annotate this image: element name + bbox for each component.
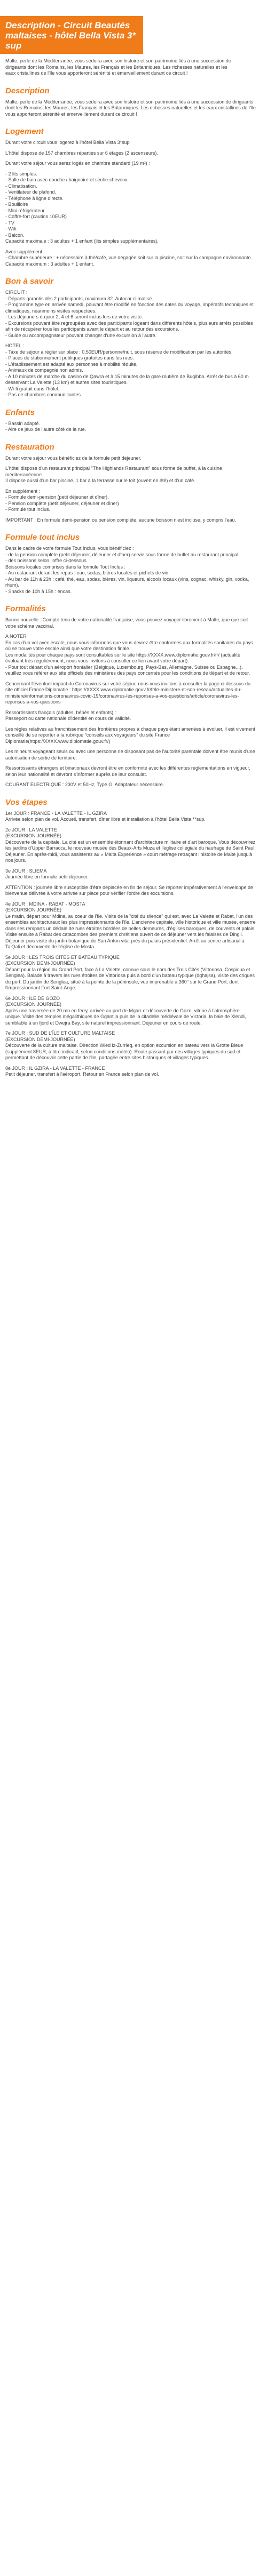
step-extra: ATTENTION : journée libre susceptible d'être déplacée en fin de séjour. Se reporter impérativement à l'enveloppe de bienvenue délivrée à votre arrivée sur place pour vérifier l'ordre des excursions. [5,884,254,896]
text-line: - Wifi. [5,226,18,231]
line-gap [5,950,256,955]
line-gap [5,881,256,885]
text-line: - Excursions pouvant être regroupées avec des participants logeant dans différents hôtels, plusieurs arrêts possibles afin de récupérer tous les participants avant le départ et au retour des excursions. [5,320,253,332]
logement-section [0,140,262,267]
text-line: Les mineurs voyageant seuls ou avec une personne ne disposant pas de l'autorité parentale doivent être munis d'une autorisation de sortie de territoire. [5,749,255,761]
description-text: Malte, perle de la Méditerranée, vous séduira avec son histoire et son patrimoine liés à une succession de dirigeants dont les Romains, les Maures, les Français et les Britanniques. Les richesses naturelles et les eaux cristallines de l'île vous apporteront sérénité et émerveillement durant ce circuit ! [5,99,256,117]
text-line: Bonne nouvelle : Compte tenu de votre nationalité française, vous pouvez voyager librement à Malte, que que soit votre schéma vaccinal. [5,617,248,629]
line-gap [5,1078,256,1082]
text-line: - Pas de chambres communicantes. [5,392,82,397]
step-text: Départ pour la région du Grand Port, face à La Valette, connue sous le nom des Trois Cités (Vittoriosa, Cospicua et Senglea). Balade à travers les rues étroites de Vittoriosa puis à bord d'un bateau typique (dghajsa), visite des criques du port. Du jardin de Senglea, situé à la pointe de la péninsule, vue imprenable à 360° sur le Grand Port, dont l'impressionnant Fort Saint-Ange. [5,966,255,990]
text-line: Durant votre séjour vous bénéficiez de la formule petit déjeuner. [5,455,142,461]
line-gap [5,1061,256,1066]
line-gap [5,461,256,466]
text-line: - A 10 minutes de marche du casino de Qawra et à 15 minutes de la gare routière de Bugibba. Arrêt de bus à 60 m desservant La Valette (13 km) et autres sites touristiques. [5,373,249,385]
page-title-banner: Description - Circuit Beautés maltaises - hôtel Bella Vista 3* sup [0,16,143,54]
step-subtitle: (EXCURSION JOURNÉE) [5,907,62,913]
text-line: - Bassin adapté. [5,420,41,426]
restauration-section [0,455,262,524]
bonavoir-section [0,290,262,398]
text-line: L'hôtel dispose d'un restaurant principal "The Highlands Restaurant" sous forme de buffet, à la cuisine méditerranéenne. [5,466,222,477]
text-line: - Climatisation. [5,183,37,189]
text-line: Durant votre séjour vous serez logés en chambre standard (19 m²) : [5,161,150,166]
line-gap [5,991,256,996]
text-line: Ressortissants français (adultes, bébés et enfants) : [5,709,116,715]
line-gap [5,629,256,634]
step-text: Le matin, départ pour Mdina, au coeur de l'île. Visite de la "cité du silence" qui est, avec La Valette et Rabat, l'un des ensembles architecturaux les plus impressionnants de l'île. L'ancienne capitale, ville historique et ville musée, enserre dans ses remparts un dédale de rues étroites bordées de belles demeures, d'églises baroques, de couvents et palais. Visite ensuite à Rabat des catacombes des premiers chrétiens ouvert de ce déjeuner vers les falaises de Dingli. Déjeuner puis visite du jardin botanique de San Anton vital près du palais présidentiel. Arrêt au centre artisanal à Ta'Qali et découverte de l'église de Mosta. [5,913,256,949]
text-line: - 2 lits simples. [5,171,37,177]
text-line: - Au bar de 11h à 23h : café, thé, eau, sodas, bières, vin, liqueurs, alcools locaux (vins, cognac, whisky, gin, vodka, rhum). [5,576,249,588]
text-line: - de la pension complète (petit déjeuner, déjeuner et dîner) servie sous forme de buffet au restaurant principal. [5,551,240,557]
line-gap [5,761,256,765]
text-line: L'hôtel dispose de 157 chambres réparties sur 6 étages (2 ascenseurs). [5,150,158,156]
line-gap [5,778,256,782]
text-line: - Mini réfrigérateur [5,207,45,213]
text-line: - Programme type en arrivée samedi, pouvant être modifié en fonction des dates du voyage, impératifs techniques et climatiques, néanmoins visites respectées. [5,302,254,314]
text-line: Boissons locales comprises dans la formule Tout Inclus : [5,564,125,570]
formalites-heading: Formalités [5,604,46,613]
text-line: - Les déjeuners du jour 2, 4 et 6 seront inclus lors de votre visite. [5,314,143,319]
description-heading: Description [5,86,50,95]
line-gap [5,706,256,710]
step-title: 5e JOUR : LES TROIS CITÉS ET BATEAU TYPIQUE [5,954,120,960]
text-line: Avec supplément : [5,249,45,254]
step-title: 2e JOUR : LA VALETTE [5,827,57,833]
text-line: - Formule demi-pension (petit déjeuner et dîner). [5,494,109,500]
step-title: 3e JOUR : SLIEMA [5,868,47,874]
line-gap [5,677,256,681]
text-line: - Au restaurant durant les repas : eau, sodas, bières locales et pichets de vin. [5,570,170,575]
toutinclus-section [0,546,262,595]
text-line: - Pension complète (petit déjeuner, déjeuner et dîner) [5,500,119,506]
line-gap [5,146,256,150]
text-line: IMPORTANT : En formule demi-pension ou pension complète, aucune boisson n'est incluse, y compris l'eau. [5,517,237,523]
enfants-heading: Enfants [5,407,35,417]
text-line: - Formule tout inclus. [5,507,51,512]
line-gap [5,897,256,901]
text-line: - Pour tout départ d'un aéroport frontalier (Belgique, Luxembourg, Pays-Bas, Allemagne, Suisse ou Espagne...), veuillez vous référer aux site officiels des ministères des pays concernés pour les conditions de départ et de retour. [5,664,250,676]
step-text: Petit déjeuner, transfert à l'aéroport. Retour en France selon plan de vol. [5,1071,159,1077]
step-text: Après une traversée de 20 mn en ferry, arrivée au port de Mgarr et découverte de Gozo, vitrine à l'atmosphère unique. Visite des temples mégalithiques de Ggantija puis de la citadelle médiévale de Victoria, la baie de Xlendi, semblable à un fjord et Dwejra Bay, site naturel impressionnant. Déjeuner en cours de route. [5,1007,246,1026]
enfants-section [0,421,262,433]
text-line: - Places de stationnement publiques gratuites dans les rues. [5,355,134,361]
toutinclus-heading: Formule tout inclus [5,533,80,542]
step-subtitle: (EXCURSION DEMI-JOURNÉE) [5,961,75,966]
step-text: Découverte de la culture maltaise. Direction Wied iz-Zurrieq, en option excursion en bateau vers la Grotte Bleue (supplément 8EUR, à titre indicatif, selon conditions météo). Route passant par des villages typiques du sud et permettant de découvrir cette partie de l'île, partagée entre sites historiques et villages typiques. [5,1043,244,1060]
formalites-section [0,617,262,788]
line-gap [5,823,256,827]
text-line: - Départs garantis dès 2 participants, maximum 32. Autocar climatisé. [5,295,153,301]
text-line: Capacité maximale : 3 adultes + 1 enfant (lits simples supplémentaires). [5,238,159,244]
step-title: 1er JOUR : FRANCE - LA VALETTE - IL GZIRA [5,810,107,816]
step-text: Journée libre en formule petit déjeuner. [5,874,89,879]
line-gap [5,513,256,517]
text-line: - Chambre supérieure : + nécessaire à thé/café, vue dégagée soit sur la piscine, soit sur la campagne environnante. Capacité maximum : 3 adultes + 1 enfant. [5,255,253,267]
intro-text: Malte, perle de la Méditerranée, vous séduira avec son histoire et son patrimoine liés à une succession de dirigeants dont les Romains, les Maures, les Français et les Britanniques. Les richesses naturelles et les eaux cristallines de l'île vous apporteront sérénité et émerveillement durant ce circuit ! [5,58,231,76]
text-line: - Snacks de 10h à 15h : encas. [5,588,72,594]
text-line: - des boissons selon l'offre ci-dessous. [5,558,88,563]
text-line: CIRCUIT : [5,290,28,295]
text-line: Durant votre circuit vous logerez à l'hôtel Bella Vista 3*sup [5,140,130,145]
text-line: - Bouilloire [5,202,28,207]
step-subtitle: (EXCURSION DEMI-JOURNÉE) [5,1036,75,1042]
text-line: Passeport ou carte nationale d'identité en cours de validité. [5,716,131,721]
line-gap [5,339,256,343]
restauration-heading: Restauration [5,442,54,452]
text-line: - Guide ou accompagnateur pouvant changer d'une excursion à l'autre. [5,332,157,338]
text-line: - Salle de bain avec douche / baignoire et sèche-cheveux. [5,177,129,182]
text-line: - Balcon. [5,232,25,238]
vosetapes-heading: Vos étapes [5,797,48,807]
text-line: A NOTER [5,634,27,639]
step-title: 6e JOUR : ÎLE DE GOZO [5,995,60,1001]
step-text: Découverte de la capitale. La cité est un ensemble étonnant d'architecture militaire et d'art baroque. Vous découvrirez les jardins d'Upper Barracca, le nouveau musée des Beaux-Arts Muza et l'église collégiale du naufrage de Saint Paul. Déjeuner. En après-midi, vous assisterez au « Malta Experience » court métrage retraçant l'histoire de Malte jusqu'à nos jours. [5,839,256,863]
vosetapes-section [0,811,262,1082]
text-line: - Coffre-fort (caution 10EUR) [5,214,67,219]
text-line: - Ventilateur de plafond. [5,189,57,195]
text-line: - Téléphone à ligne directe. [5,195,64,201]
text-line: - TV [5,220,14,226]
step-text: Arrivée selon plan de vol. Accueil, transfert, dîner libre et installation à l'hôtel Bella Vista **sup. [5,817,206,822]
text-line: - Animaux de compagnie non admis. [5,367,83,373]
bonavoir-heading: Bon à savoir [5,277,54,286]
text-line: Dans le cadre de votre formule Tout Inclus, vous bénéficiez : [5,546,134,551]
line-gap [5,745,256,749]
description-section [0,99,262,118]
text-line: - Aire de jeux de l'autre côté de la rue. [5,427,87,432]
line-gap [5,245,256,249]
step-title: 8e JOUR : IL GZIRA - LA VALETTE - FRANCE [5,1065,105,1071]
line-gap [5,1026,256,1030]
text-line: En cas d'un vol avec escale, nous vous informons que vous devrez être conformes aux formalités sanitaires du pays où se trouve votre escale ainsi que votre destination finale. [5,639,253,651]
text-line: Concernant l'éventuel impact du Coronavirus sur votre séjour, nous vous invitons à consulter la page ci-dessous du site officiel France Diplomatie : https://XXXX.www.diplomatie.gouv.fr/fr/le-ministere-et-son-reseau/actualites-du-ministere/informations-coronavirus-covid-19/coronavirus-les-reponses-a-vos-questions/article/coronavirus-les-reponses-a-vos-questions [5,681,250,705]
text-line: Ressortissants étrangers et binationaux devront être en conformité avec les différentes réglementations en vigueur, selon leur nationalité et devront s'informer auprès de leur consulat. [5,765,250,777]
step-subtitle: (EXCURSION JOURNÉE) [5,1002,62,1007]
text-line: Les modalités pour chaque pays sont consultables sur le site https://XXXX.www.diplomatie.gouv.fr/fr/ (actualité évoluant très régulièrement, nous vous invitons à consulter ce lien avant votre départ). [5,652,241,663]
text-line: - Wi-fi gratuit dans l'hôtel. [5,386,60,391]
line-gap [5,156,256,161]
text-line: HOTEL : [5,343,24,348]
logement-heading: Logement [5,127,44,136]
text-line: - Taxe de séjour à régler sur place : 0,50EUR/personne/nuit, sous réserve de modification par les autorités [5,349,232,355]
text-line: COURANT ELECTRIQUE : 230V et 50Hz, Type G. Adaptateur nécessaire. [5,782,164,787]
line-gap [5,722,256,726]
line-gap [5,864,256,868]
text-line: - L'établissement est adapté aux personnes à mobilité réduite. [5,361,138,367]
step-subtitle: (EXCURSION JOURNÉE) [5,833,62,838]
step-title: 4e JOUR : MDINA - RABAT - MOSTA [5,901,85,907]
text-line: En supplément : [5,488,41,494]
text-line: Il dispose aussi d'un bar piscine, 1 bar à la terrasse sur le toit (ouvert en été) et d'un café. [5,478,195,483]
step-title: 7e JOUR : SUD DE L'ÎLE ET CULTURE MALTAISE [5,1030,115,1036]
line-gap [5,484,256,489]
text-line: Les règles relatives au franchissement des frontières propres à chaque pays étant amenées à évoluer, il est vivement conseillé de se reporter à la rubrique "conseils aux voyageurs" du site France Diplomatie(https://XXXX.www.diplomatie.gouv.fr/) [5,726,255,744]
line-gap [5,167,256,171]
